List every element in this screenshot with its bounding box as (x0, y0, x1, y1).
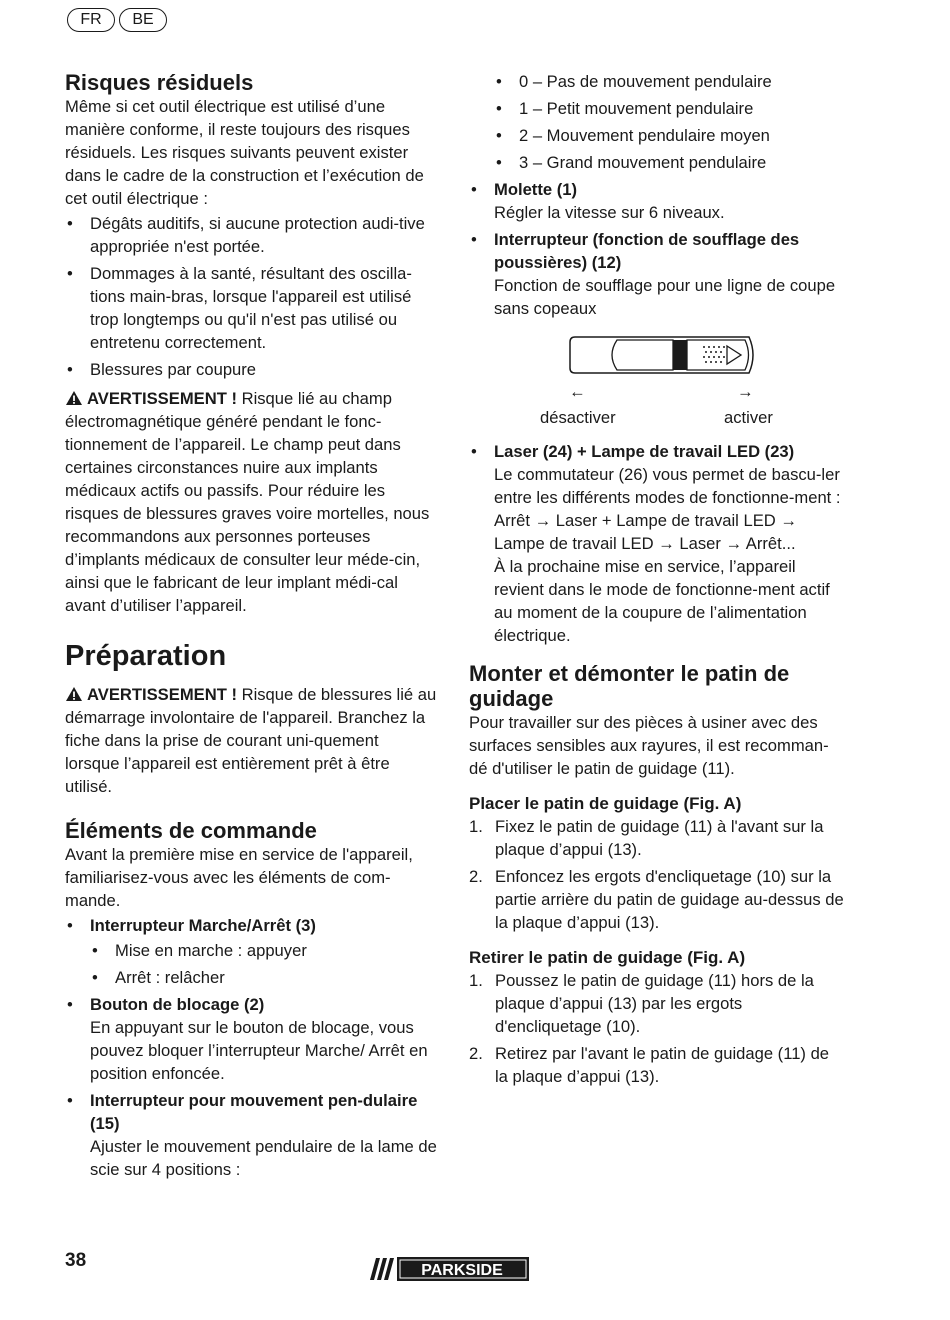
list-item (469, 228, 844, 320)
controls-list (65, 914, 437, 1181)
lock-text: En appuyant sur le bouton de blocage, vous pouvez bloquer l’interrupteur Marche/ Arrêt en position enfoncée. (90, 1018, 428, 1083)
parkside-logo (370, 1256, 530, 1282)
left-arrow: ← (569, 382, 586, 401)
list-item (65, 993, 437, 1085)
list-item (469, 178, 844, 224)
list-item: 2. Retirez par l'avant le patin de guidage (11) de la plaque d’appui (13). (469, 1044, 830, 1086)
remove-steps (469, 969, 844, 1088)
laser-list (469, 440, 844, 647)
left-column (65, 70, 437, 1185)
list-item: 2. Enfoncez les ergots d'encliquetage (10) sur la partie arrière du patin de guidage au-dessus de la plaque d’appui (13). (469, 867, 844, 932)
pendulum-title: • Interrupteur pour mouvement pen-dulaire (15) (90, 1091, 418, 1133)
place-guide-heading: Placer le patin de guidage (Fig. A) (469, 794, 742, 813)
laser-title: • Laser (24) + Lampe de travail LED (23) (494, 442, 795, 461)
list-item: • Dégâts auditifs, si aucune protection audi-tive appropriée n'est portée. (65, 212, 437, 258)
list-item (469, 440, 844, 647)
activate-label: activer (724, 408, 773, 427)
residual-intro: Même si cet outil électrique est utilisé d’une manière conforme, il reste toujours des risques résiduels. Les risques suivants peuvent exister dans le cadre de la construction et l’exécution de cet outil électrique : (65, 97, 424, 208)
list-item: • Arrêt : relâcher (90, 966, 437, 989)
blower-switch-diagram (469, 324, 844, 434)
list-item: • 1 – Petit mouvement pendulaire (494, 97, 844, 120)
emf-warning (65, 387, 437, 617)
list-item (65, 1089, 437, 1181)
list-item: 1. Fixez le patin de guidage (11) à l'avant sur la plaque d’appui (13). (469, 817, 824, 859)
laser-text-3: À la prochaine mise en service, l’appareil revient dans le mode de fonctionne-ment actif au moment de la coupure de l’alimentation électrique. (494, 557, 830, 645)
residual-risks-heading: Risques résiduels (65, 70, 254, 95)
blower-text: Fonction de soufflage pour une ligne de coupe sans copeaux (494, 276, 836, 318)
warning-label: AVERTISSEMENT ! (87, 685, 237, 704)
list-item: • 0 – Pas de mouvement pendulaire (494, 70, 844, 93)
page-number: 38 (65, 1250, 87, 1271)
place-steps (469, 815, 844, 934)
list-item: • Mise en marche : appuyer (90, 939, 437, 962)
list-item: • 3 – Grand mouvement pendulaire (494, 151, 844, 174)
laser-text-1: Le commutateur (26) vous permet de bascu-ler entre les différents modes de fonctionne-ment : (494, 465, 841, 507)
right-controls-list (469, 178, 844, 320)
switch-title: Interrupteur Marche/Arrêt (3) (90, 916, 316, 935)
residual-list (65, 212, 437, 381)
warning-text: Risque lié au champ électromagnétique généré pendant le fonc-tionnement de l’appareil. Le champ peut dans certaines circonstances nuire aux implants médicaux actifs ou passifs. Pour réduire les risques de blessures graves voire mortelles, nous recommandons aux personnes porteuses d’implants médicaux de consulter leur méde-cin, ainsi que le fabricant de leur implant médi-cal avant d’utiliser l’appareil. (65, 389, 430, 615)
laser-text-2: Arrêt → Laser + Lampe de travail LED → Lampe de travail LED → Laser → Arrêt... (494, 511, 797, 553)
startup-warning (65, 683, 437, 798)
lock-title: • Bouton de blocage (2) (90, 995, 265, 1014)
preparation-heading: Préparation (65, 640, 227, 672)
blower-title: • Interrupteur (fonction de soufflage des poussières) (12) (494, 230, 800, 272)
warning-label: AVERTISSEMENT ! (87, 389, 237, 408)
warning-icon (65, 390, 83, 406)
lang-badge-fr: FR (67, 8, 115, 32)
list-item: 1. Poussez le patin de guidage (11) hors de la plaque d’appui (13) par les ergots d'encliquetage (10). (469, 971, 814, 1036)
svg-text:PARKSIDE: PARKSIDE (421, 1262, 503, 1279)
blower-switch-illustration (569, 332, 759, 378)
wheel-text: Régler la vitesse sur 6 niveaux. (494, 203, 725, 222)
controls-heading: Éléments de commande (65, 818, 317, 843)
list-item: • 2 – Mouvement pendulaire moyen (494, 124, 844, 147)
guide-shoe-heading: Monter et démonter le patin de guidage (469, 661, 790, 711)
guide-intro: Pour travailler sur des pièces à usiner avec des surfaces sensibles aux rayures, il est recomman-dé d'utiliser le patin de guidage (11). (469, 713, 829, 778)
switch-sublist (90, 939, 437, 989)
list-item (65, 914, 437, 989)
warning-text: Risque de blessures lié au démarrage involontaire de l'appareil. Branchez la fiche dans la prise de courant uni-quement lorsque l’appareil est entièrement prêt à être utilisé. (65, 685, 437, 796)
lang-badge-be: BE (119, 8, 167, 32)
controls-intro: Avant la première mise en service de l'appareil, familiarisez-vous avec les éléments de com-mande. (65, 845, 413, 910)
deactivate-label: désactiver (540, 408, 616, 427)
list-item: • Dommages à la santé, résultant des oscilla-tions main-bras, lorsque l'appareil est utilisé trop longtemps ou qu'il n'est pas utilisé ou entretenu correctement. (65, 262, 437, 354)
wheel-title: • Molette (1) (494, 180, 577, 199)
pendulum-text: Ajuster le mouvement pendulaire de la lame de scie sur 4 positions : (90, 1137, 437, 1179)
right-column (469, 70, 844, 1092)
warning-icon (65, 686, 83, 702)
remove-guide-heading: Retirer le patin de guidage (Fig. A) (469, 948, 746, 967)
list-item: • Blessures par coupure (65, 358, 437, 381)
pendulum-positions (494, 70, 844, 174)
right-arrow: → (737, 382, 754, 401)
